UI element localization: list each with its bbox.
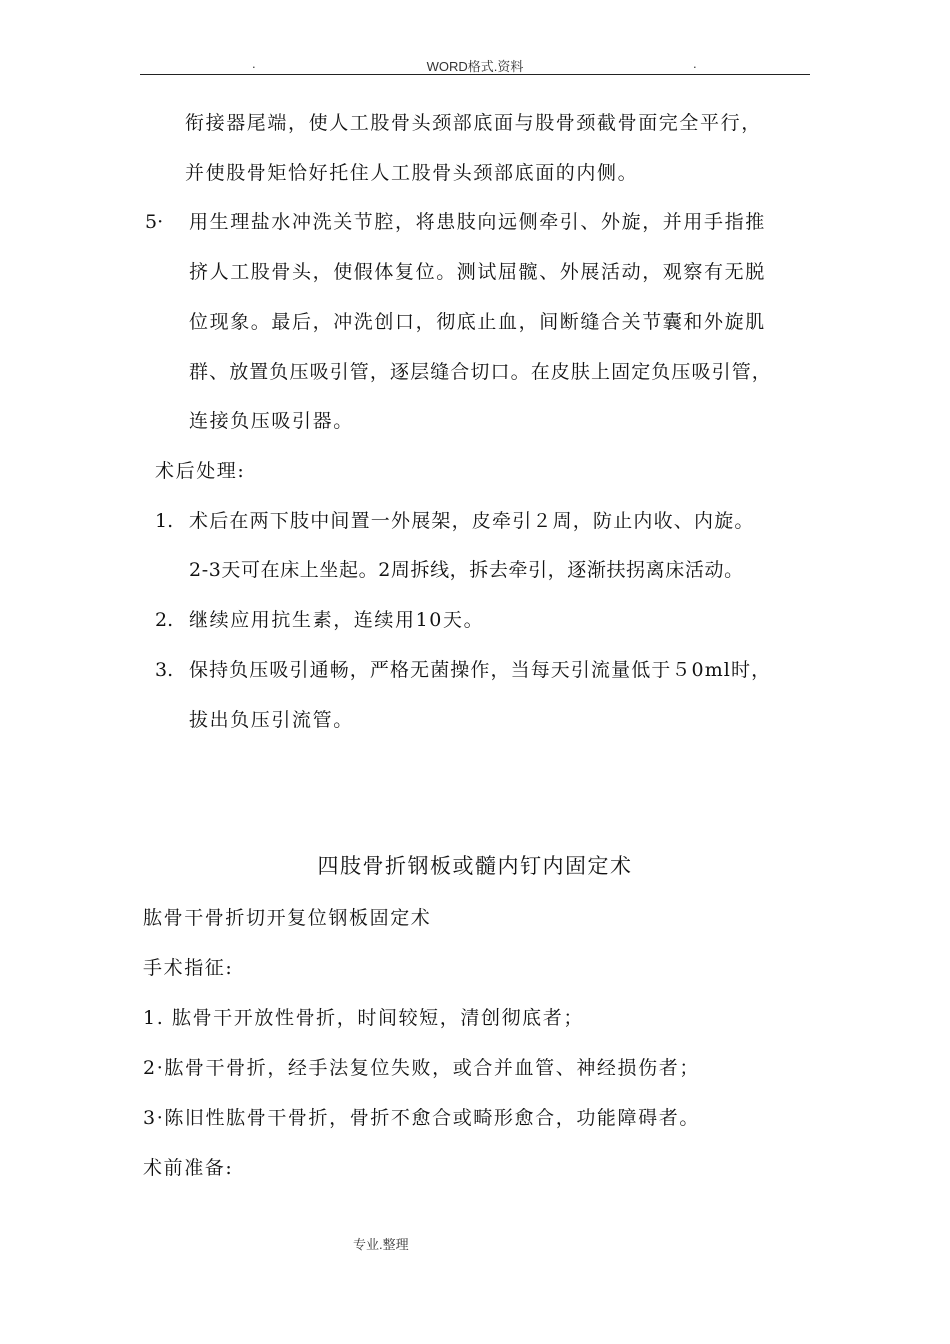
indication-item: 2·肱骨干骨折，经手法复位失败，或合并血管、神经损伤者； [143,1057,700,1079]
page-footer: 专业.整理 [353,1237,409,1252]
list-number: 2. [155,609,174,631]
postop-heading: 术后处理: [155,460,246,482]
page-header [140,56,810,75]
paragraph-line: 位现象。最后，冲洗创口，彻底止血，间断缝合关节囊和外旋肌 [189,311,766,333]
paragraph-line: 拔出负压引流管。 [189,709,354,731]
header-title: WORD格式.资料 [426,59,524,74]
preop-heading: 术前准备: [143,1157,234,1179]
list-number: 1. [155,510,174,532]
paragraph-line: 并使股骨矩恰好托住人工股骨头颈部底面的内侧。 [185,162,639,184]
paragraph-line: 用生理盐水冲洗关节腔，将患肢向远侧牵引、外旋，并用手指推 [189,211,766,233]
paragraph-line: 2-3天可在床上坐起。2周拆线，拆去牵引，逐渐扶拐离床活动。 [189,559,744,581]
header-dot-left: . [252,56,256,71]
paragraph-line: 保持负压吸引通畅，严格无菌操作，当每天引流量低于５0ml时， [189,659,772,681]
indications-heading: 手术指征: [143,957,234,979]
list-number: 5· [145,211,164,233]
section-subtitle: 肱骨干骨折切开复位钢板固定术 [143,907,432,929]
paragraph-line: 群、放置负压吸引管，逐层缝合切口。在皮肤上固定负压吸引管， [189,361,772,383]
header-dot-right: . [693,56,697,71]
paragraph-line: 继续应用抗生素，连续用10天。 [189,609,485,631]
indication-item: 1. 肱骨干开放性骨折，时间较短，清创彻底者； [143,1007,584,1029]
paragraph-line: 术后在两下肢中间置一外展架，皮牵引２周，防止内收、内旋。 [189,510,755,532]
paragraph-line: 衔接器尾端，使人工股骨头颈部底面与股骨颈截骨面完全平行， [185,112,762,134]
indication-item: 3·陈旧性肱骨干骨折，骨折不愈合或畸形愈合，功能障碍者。 [143,1107,700,1129]
list-number: 3. [155,659,174,681]
paragraph-line: 挤人工股骨头，使假体复位。测试屈髋、外展活动，观察有无脱 [189,261,766,283]
paragraph-line: 连接负压吸引器。 [189,410,354,432]
section-title: 四肢骨折钢板或髓内钉内固定术 [317,854,633,878]
